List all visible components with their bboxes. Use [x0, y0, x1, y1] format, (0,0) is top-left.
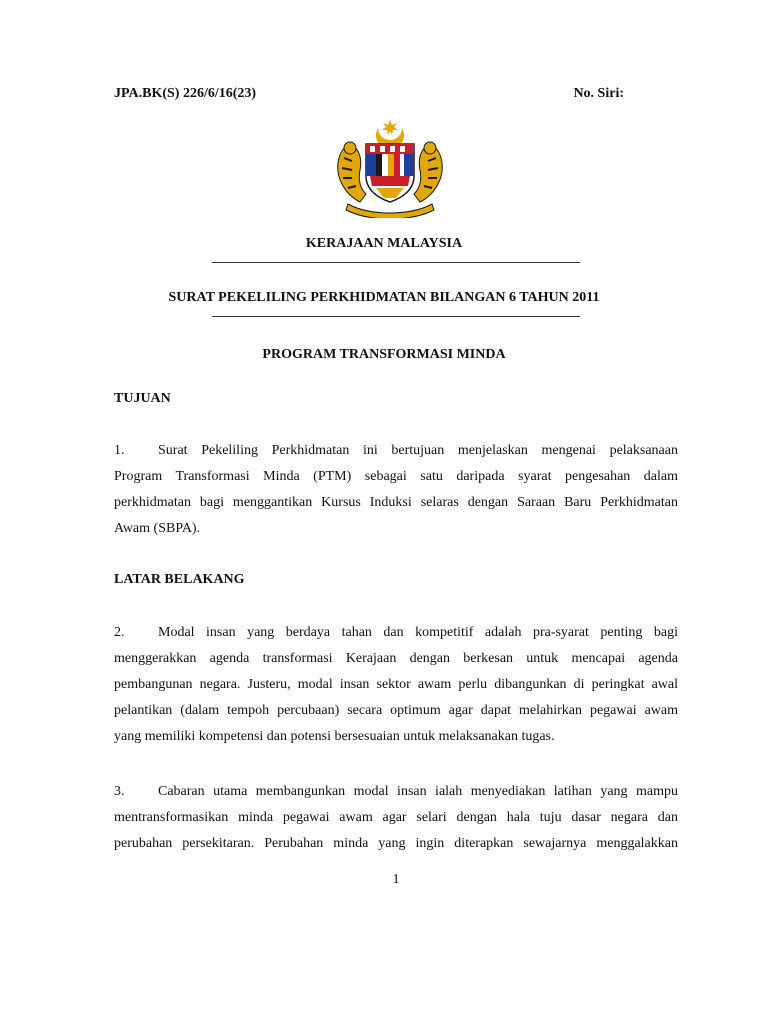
paragraph-line: perubahan persekitaran. Perubahan minda yang ingin diterapkan sewajarnya menggalakkan — [114, 836, 678, 851]
paragraph-line: 1. Surat Pekeliling Perkhidmatan ini bertujuan menjelaskan mengenai pelaksanaan — [114, 438, 678, 464]
paragraph-line: 2. Modal insan yang berdaya tahan dan kompetitif adalah pra-syarat penting bagi — [114, 620, 678, 646]
government-title: KERAJAAN MALAYSIA — [305, 236, 463, 251]
reference-number: JPA.BK(S) 226/6/16(23) — [114, 86, 257, 101]
program-title: PROGRAM TRANSFORMASI MINDA — [262, 347, 506, 362]
paragraph-number: 2. — [114, 625, 125, 640]
serial-number-label: No. Siri: — [573, 86, 624, 101]
circular-underline — [212, 316, 580, 317]
malaysia-coat-of-arms-icon — [330, 118, 450, 218]
paragraph-number: 3. — [114, 784, 125, 799]
paragraph-line: mentransformasikan minda pegawai awam agar selari dengan hala tuju dasar negara dan — [114, 810, 678, 825]
paragraph-line: pembangunan negara. Justeru, modal insan sektor awam perlu dibangunkan di peringkat awal — [114, 677, 678, 692]
paragraph-line: yang memiliki kompetensi dan potensi bersesuaian untuk melaksanakan tugas. — [114, 729, 555, 744]
paragraph-number: 1. — [114, 443, 125, 458]
section-heading-tujuan: TUJUAN — [114, 391, 171, 406]
title-underline — [212, 262, 580, 263]
paragraph-line: 3. Cabaran utama membangunkan modal insan ialah menyediakan latihan yang mampu — [114, 779, 678, 805]
paragraph-line: Program Transformasi Minda (PTM) sebagai satu daripada syarat pengesahan dalam — [114, 469, 678, 484]
paragraph-line: perkhidmatan bagi menggantikan Kursus Induksi selaras dengan Saraan Baru Perkhidmatan — [114, 495, 678, 510]
section-heading-latar-belakang: LATAR BELAKANG — [114, 572, 245, 587]
paragraph-3 — [114, 779, 678, 857]
paragraph-2 — [114, 620, 678, 750]
paragraph-1 — [114, 438, 678, 542]
document-header — [114, 86, 654, 104]
paragraph-line: menggerakkan agenda transformasi Kerajaan dengan berkesan untuk mencapai agenda — [114, 651, 678, 666]
circular-title: SURAT PEKELILING PERKHIDMATAN BILANGAN 6 TAHUN 2011 — [168, 290, 600, 305]
page-number: 1 — [392, 872, 400, 887]
paragraph-line: pelantikan (dalam tempoh percubaan) secara optimum agar dapat melahirkan pegawai awam — [114, 703, 678, 718]
paragraph-line: Awam (SBPA). — [114, 521, 201, 536]
